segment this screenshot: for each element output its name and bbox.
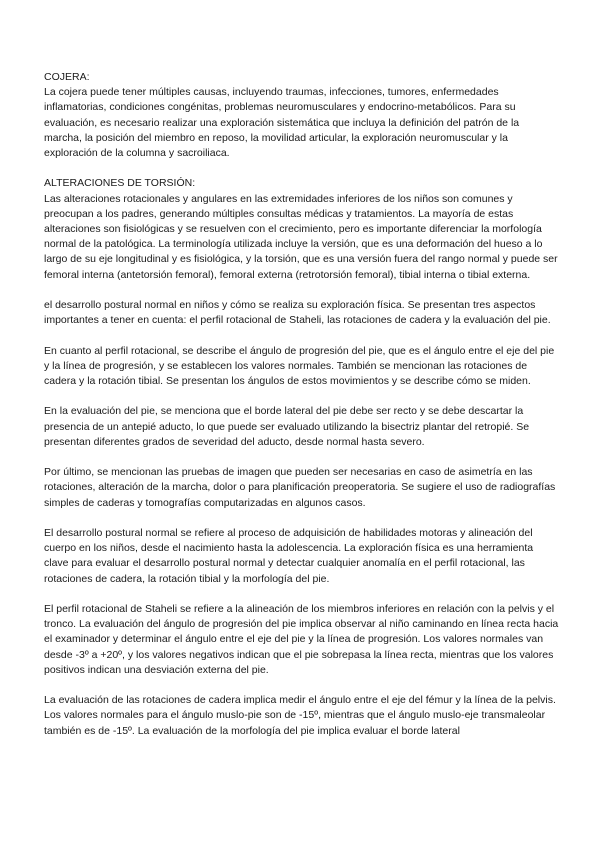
paragraph: La cojera puede tener múltiples causas, incluyendo traumas, infecciones, tumores, enfermedades inflamatorias, condiciones congénitas, problemas neuromusculares y endocrino-metabólicos. Para su evaluación, es necesario realizar una exploración sistemática que incluya la definición del patrón de la marcha, la posición del miembro en reposo, la movilidad articular, la exploración neuromuscular y la exploración de la columna y sacroiliaca. <box>44 86 520 160</box>
paragraph: Por último, se mencionan las pruebas de imagen que pueden ser necesarias en caso de asimetría en las rotaciones, alteración de la marcha, dolor o para planificación preoperatoria. Se sugiere el uso de radiografías simples de caderas y tomografías computarizadas en algunos casos. <box>44 466 556 509</box>
paragraph: La evaluación de las rotaciones de cadera implica medir el ángulo entre el eje del fémur y la línea de la pelvis. Los valores normales para el ángulo muslo-pie son de -15º, mientras que el ángulo muslo-eje transmaleolar también es de -15º. La evaluación de la morfología del pie implica evaluar el borde lateral <box>44 694 556 737</box>
section-alteraciones-torsion <box>44 176 559 282</box>
paragraph: En la evaluación del pie, se menciona que el borde lateral del pie debe ser recto y se debe descartar la presencia de un antepié aducto, lo que puede ser evaluado utilizando la bisectriz plantar del retropié. Se presentan diferentes grados de severidad del aducto, desde normal hasta severo. <box>44 405 530 448</box>
paragraph: el desarrollo postural normal en niños y cómo se realiza su exploración física. Se presentan tres aspectos importantes a tener en cuenta: el perfil rotacional de Staheli, las rotaciones de cadera y la evaluación del pie. <box>44 299 551 327</box>
document-body <box>44 70 559 754</box>
paragraph: El perfil rotacional de Staheli se refiere a la alineación de los miembros inferiores en relación con la pelvis y el tronco. La evaluación del ángulo de progresión del pie implica observar al niño caminando en línea recta hacia el examinador y determinar el ángulo entre el eje del pie y la línea de progresión. Los valores normales van desde -3º a +20º, y los valores negativos indican que el pie sobrepasa la línea recta, mientras que los valores positivos indican una desviación externa del pie. <box>44 603 559 676</box>
section-cojera <box>44 70 559 161</box>
section-heading: ALTERACIONES DE TORSIÓN: <box>44 177 196 190</box>
paragraph: El desarrollo postural normal se refiere al proceso de adquisición de habilidades motoras y alineación del cuerpo en los niños, desde el nacimiento hasta la adolescencia. La exploración física es una herramienta clave para evaluar el desarrollo postural normal y detectar cualquier anomalía en el perfil rotacional, las rotaciones de cadera, la rotación tibial y la morfología del pie. <box>44 527 534 585</box>
paragraph: Las alteraciones rotacionales y angulares en las extremidades inferiores de los niños son comunes y preocupan a los padres, generando múltiples consultas médicas y tratamientos. La mayoría de estas alteraciones son fisiológicas y se resuelven con el crecimiento, pero es importante diferenciar la morfología normal de la patológica. La terminología utilizada incluye la versión, que es una deformación del hueso a lo largo de su eje longitudinal y es fisiológica, y la torsión, que es una versión fuera del rango normal y puede ser femoral interna (antetorsión femoral), femoral externa (retrotorsión femoral), tibial interna o tibial externa. <box>44 192 558 281</box>
section-heading: COJERA: <box>44 71 90 83</box>
paragraph: En cuanto al perfil rotacional, se describe el ángulo de progresión del pie, que es el ángulo entre el eje del pie y la línea de progresión, y se establecen los valores normales. También se mencionan las rotaciones de cadera y la rotación tibial. Se presentan los ángulos de estos movimientos y se describe cómo se miden. <box>44 344 555 388</box>
